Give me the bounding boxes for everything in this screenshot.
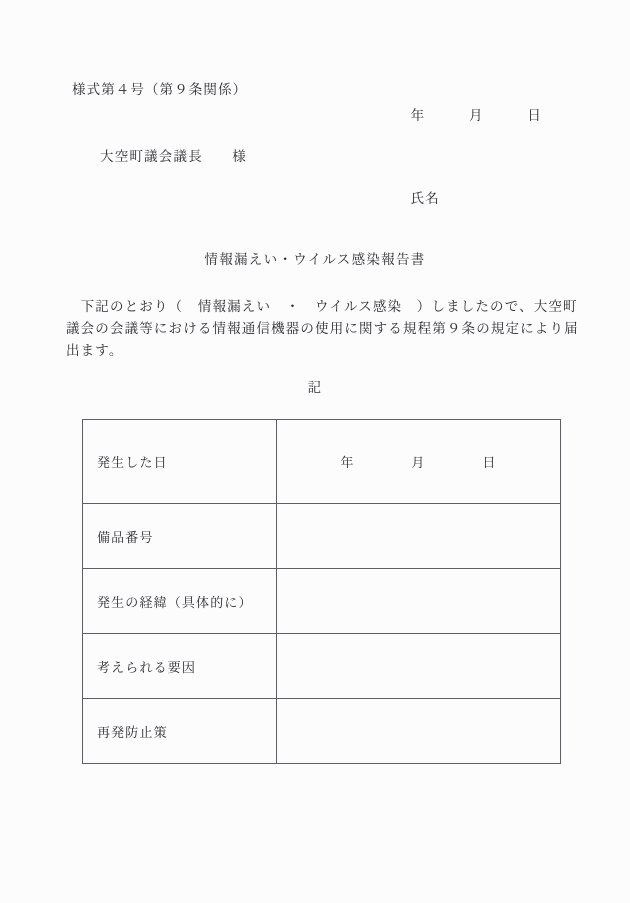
document-title: 情報漏えい・ウイルス感染報告書 — [204, 252, 426, 267]
body-line-2: 議会の会議等における情報通信機器の使用に関する規程第９条の規定により届 — [66, 321, 579, 336]
row-label-equipment-number: 備品番号 — [83, 504, 277, 569]
occurrence-date-blank: 年 月 日 — [340, 455, 497, 470]
row-value-occurrence-date[interactable] — [277, 420, 561, 504]
report-detail-table — [82, 419, 561, 764]
row-value-equipment-number[interactable] — [277, 504, 561, 569]
form-number: 様式第４号（第９条関係） — [72, 82, 248, 97]
table-row — [83, 420, 561, 504]
addressee-line: 大空町議会議長 様 — [100, 149, 247, 164]
date-blank-line: 年 月 日 — [410, 108, 542, 123]
row-value-prevention-measures[interactable] — [277, 699, 561, 764]
ki-marker: 記 — [307, 380, 323, 395]
table-row — [83, 699, 561, 764]
row-value-incident-details[interactable] — [277, 569, 561, 634]
body-line-1: 下記のとおり（ 情報漏えい ・ ウイルス感染 ）しましたので、大空町 — [66, 299, 578, 314]
row-label-incident-details: 発生の経緯（具体的に） — [83, 569, 277, 634]
table-row — [83, 569, 561, 634]
body-paragraph — [66, 296, 579, 362]
body-line-3: 出ます。 — [66, 343, 124, 358]
row-label-occurrence-date: 発生した日 — [83, 420, 277, 504]
signer-name-label: 氏名 — [410, 191, 440, 206]
row-label-prevention-measures: 再発防止策 — [83, 699, 277, 764]
table-row — [83, 634, 561, 699]
table-row — [83, 504, 561, 569]
row-value-possible-cause[interactable] — [277, 634, 561, 699]
row-label-possible-cause: 考えられる要因 — [83, 634, 277, 699]
